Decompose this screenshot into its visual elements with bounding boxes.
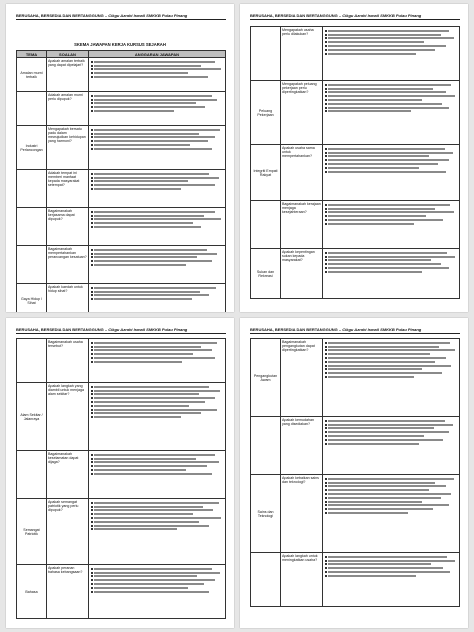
tema-cell: [17, 92, 47, 126]
column-header: ANGGARAN JAWAPAN: [89, 51, 226, 58]
page-1: [6, 4, 234, 312]
table-row: [251, 27, 460, 81]
answer-cell: [89, 284, 226, 313]
answer-cell: [323, 339, 460, 417]
table-row: [17, 451, 226, 499]
table-row: [17, 246, 226, 284]
soalan-cell: Mengapakah bersatu padu dalam mewujudkan kehidupan yang harmoni?: [47, 126, 89, 170]
tema-cell: Amalan murni terbaik: [17, 58, 47, 92]
page-3: [6, 318, 234, 628]
table-row: [17, 383, 226, 451]
tema-cell: [17, 170, 47, 208]
page-2: [240, 4, 468, 312]
answer-cell: [323, 553, 460, 607]
header-tag: Cikgu Azrahi Ismail SMKKB Pulau Pinang: [108, 13, 188, 18]
soalan-cell: Bagaimanakah mempertahankan perancangan kesatuan?: [47, 246, 89, 284]
table-row: [17, 170, 226, 208]
table-row: [251, 475, 460, 553]
header-tag: Cikgu Azrahi Ismail SMKKB Pulau Pinang: [342, 13, 422, 18]
table-row: [17, 208, 226, 246]
header-main: BERUSAHA, BERSEDIA DAN BERTANGGUNG: [16, 13, 104, 18]
tema-cell: Alam Sekitar / Jalanraya: [17, 383, 47, 451]
tema-cell: Integriti Empati Rakyat: [251, 145, 281, 201]
tema-cell: [17, 208, 47, 246]
soalan-cell: Apakah peranan bahasa kebangsaan?: [47, 565, 89, 619]
answer-cell: [89, 451, 226, 499]
soalan-cell: Bagaimanakah usaha tersebut?: [47, 339, 89, 383]
tema-cell: Industri Perlancongan: [17, 126, 47, 170]
soalan-cell: Bagaimanakah keselamatan dapat dijaga?: [47, 451, 89, 499]
answer-cell: [89, 383, 226, 451]
answer-cell: [323, 201, 460, 249]
header-main: BERUSAHA, BERSEDIA DAN BERTANGGUNG: [250, 327, 338, 332]
answer-table: [16, 338, 226, 619]
answer-cell: [89, 339, 226, 383]
page-header: BERUSAHA, BERSEDIA DAN BERTANGGUNG – Cikgu Azrahi Ismail SMKKB Pulau Pinang: [250, 327, 460, 334]
tema-cell: Bahasa: [17, 565, 47, 619]
table-row: [251, 201, 460, 249]
soalan-cell: Bagaimanakah kerajaan menjaga kesejahteraan?: [281, 201, 323, 249]
answer-table: [250, 338, 460, 607]
answer-cell: [323, 27, 460, 81]
soalan-cell: Apakah usaha sama untuk mempertahankan?: [281, 145, 323, 201]
tema-cell: Sukan dan Rekreasi: [251, 249, 281, 299]
table-row: [17, 565, 226, 619]
tema-cell: [17, 339, 47, 383]
soalan-cell: Apakah kemudahan yang disediakan?: [281, 417, 323, 475]
table-row: [251, 417, 460, 475]
answer-cell: [323, 145, 460, 201]
table-row: [251, 249, 460, 299]
answer-table: [16, 50, 226, 312]
soalan-cell: Apakah kepentingan sukan kepada masyarakat?: [281, 249, 323, 299]
column-header: TEMA: [17, 51, 47, 58]
answer-cell: [89, 499, 226, 565]
table-row: [251, 81, 460, 145]
table-row: [251, 145, 460, 201]
table-row: [17, 284, 226, 313]
document-title: SKEMA JAWAPAN KERJA KURSUS SEJARAH: [74, 42, 166, 47]
header-tag: Cikgu Azrahi Ismail SMKKB Pulau Pinang: [108, 327, 188, 332]
soalan-cell: Mengapakah peluang pekerjaan perlu dipertingkatkan?: [281, 81, 323, 145]
tema-cell: [251, 201, 281, 249]
table-row: [17, 126, 226, 170]
soalan-cell: Apakah semangat patriotik yang perlu dipupuk?: [47, 499, 89, 565]
page-header: BERUSAHA, BERSEDIA DAN BERTANGGUNG – Cikgu Azrahi Ismail SMKKB Pulau Pinang: [16, 13, 226, 20]
tema-cell: [17, 451, 47, 499]
tema-cell: Gaya Hidup / Sihat: [17, 284, 47, 313]
tema-cell: Peluang Pekerjaan: [251, 81, 281, 145]
header-tag: Cikgu Azrahi Ismail SMKKB Pulau Pinang: [342, 327, 422, 332]
tema-cell: [251, 417, 281, 475]
answer-cell: [89, 170, 226, 208]
answer-cell: [89, 565, 226, 619]
soalan-cell: Apakah langkah yang diambil untuk menjaga alam sekitar?: [47, 383, 89, 451]
answer-cell: [323, 417, 460, 475]
page-header: BERUSAHA, BERSEDIA DAN BERTANGGUNG – Cikgu Azrahi Ismail SMKKB Pulau Pinang: [16, 327, 226, 334]
soalan-cell: Apakah kebaikan sains dan teknologi?: [281, 475, 323, 553]
soalan-cell: Apakah langkah untuk meningkatkan usaha?: [281, 553, 323, 607]
page-header: BERUSAHA, BERSEDIA DAN BERTANGGUNG – Cikgu Azrahi Ismail SMKKB Pulau Pinang: [250, 13, 460, 20]
header-main: BERUSAHA, BERSEDIA DAN BERTANGGUNG: [16, 327, 104, 332]
soalan-cell: Bagaimanakah kerjasama dapat dipupuk?: [47, 208, 89, 246]
table-row: [17, 58, 226, 92]
soalan-cell: Apakah kaedah untuk hidup sihat?: [47, 284, 89, 313]
soalan-cell: Adakah amalan murni perlu dipupuk?: [47, 92, 89, 126]
table-row: [251, 553, 460, 607]
answer-cell: [89, 58, 226, 92]
soalan-cell: Bagaimanakah pengangkutan dapat dipertingkatkan?: [281, 339, 323, 417]
answer-cell: [323, 475, 460, 553]
soalan-cell: Mengapakah usaha perlu dilakukan?: [281, 27, 323, 81]
header-main: BERUSAHA, BERSEDIA DAN BERTANGGUNG: [250, 13, 338, 18]
table-row: [17, 499, 226, 565]
answer-cell: [89, 208, 226, 246]
tema-cell: [251, 27, 281, 81]
answer-cell: [89, 92, 226, 126]
tema-cell: [17, 246, 47, 284]
answer-cell: [323, 81, 460, 145]
page-4: [240, 318, 468, 628]
tema-cell: Semangat Patriotik: [17, 499, 47, 565]
table-row: [17, 339, 226, 383]
answer-cell: [89, 126, 226, 170]
tema-cell: Sains dan Teknologi: [251, 475, 281, 553]
table-row: [17, 92, 226, 126]
answer-table: [250, 26, 460, 299]
soalan-cell: Adakah tempat ini memberi manfaat kepada masyarakat setempat?: [47, 170, 89, 208]
answer-cell: [323, 249, 460, 299]
table-row: [251, 339, 460, 417]
soalan-cell: Apakah amalan terbaik yang dapat dipelajari?: [47, 58, 89, 92]
column-header: SOALAN: [47, 51, 89, 58]
answer-cell: [89, 246, 226, 284]
tema-cell: Pengangkutan Awam: [251, 339, 281, 417]
tema-cell: [251, 553, 281, 607]
